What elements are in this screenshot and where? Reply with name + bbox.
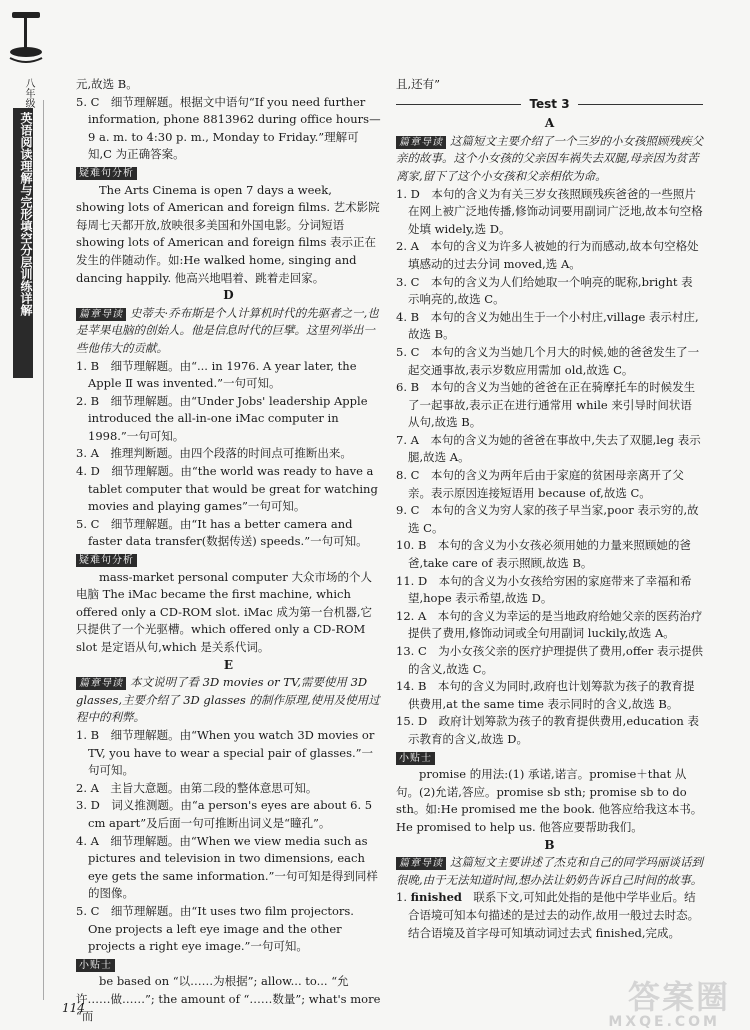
guide-text: 这篇短文主要介绍了一个三岁的小女孩照顾残疾父亲的故事。这个小女孩的父亲因车祸失去双腿,母亲因为贫苦离家,留下了这个小女孩和父亲相依为命。 (396, 133, 703, 183)
section-letter: B (544, 837, 555, 852)
analysis-paragraph: The Arts Cinema is open 7 days a week, showing lots of American and foreign films. 艺术影院每周七天都开放,放映很多美国和外国电影。分词短语 showing lots of American and foreign films 表示正在发生的伴随动作。如:He walked home, singing and dancing happily. 他高兴地唱着、跳着走回家。 (76, 182, 380, 285)
series-title: 英语阅读理解与完形填空分层训练详解 (19, 112, 33, 316)
right-column (396, 76, 703, 942)
answer-item: 3. C 本句的含义为人们给她取一个响亮的昵称,bright 表示响亮的,故选 C。 (396, 274, 693, 307)
heading-rule (396, 104, 521, 105)
answer-item: 5. C 细节理解题。由“It has a better camera and faster data transfer(数据传送) speeds.”一句可知。 (76, 516, 368, 549)
section-tag: 小贴士 (76, 959, 115, 972)
answer-item: 1. B 细节理解题。由“When you watch 3D movies or TV, you have to wear a special pair of glasses.”一句可知。 (76, 727, 375, 778)
answer-item: 4. A 细节理解题。由“When we view media such as pictures and television in two dimensions, each eye gets the same information.”一句可知是得到同样的图像。 (76, 833, 378, 901)
section-tag: 疑难句分析 (76, 167, 137, 180)
section-tag: 疑难句分析 (76, 554, 137, 567)
section-tag: 篇章导读 (396, 136, 446, 149)
answer-item: 3. A 推理判断题。由四个段落的时间点可推断出来。 (76, 446, 352, 461)
tip-paragraph: promise 的用法:(1) 承诺,诺言。promise＋that 从句。(2)允诺,答应。promise sb sth; promise sb to do sth。如:He promised me the book. 他答应给我这本书。He promised to help us. 他答应要帮助我们。 (396, 767, 703, 834)
lamp-logo-icon (6, 8, 46, 66)
watermark-logo: 答案圈 (627, 978, 730, 1016)
answer-item: 4. B 本句的含义为她出生于一个小村庄,village 表示村庄,故选 B。 (396, 309, 699, 342)
watermark-url: MXQE.COM (608, 1014, 720, 1030)
section-tag: 篇章导读 (396, 857, 446, 870)
sidebar (0, 0, 46, 1030)
answer-item: 1. D 本句的含义为有关三岁女孩照顾残疾爸爸的一些照片在网上被广泛地传播,修饰动词要用副词广泛地,故本句空格处填 widely,选 D。 (396, 186, 703, 236)
test-heading (396, 96, 703, 114)
answer-item: 12. A 本句的含义为幸运的是当地政府给她父亲的医药治疗提供了费用,修饰动词或全句用副词 luckily,故选 A。 (396, 608, 703, 641)
answer-item: 5. C 细节理解题。根据文中语句“If you need further information, phone 8813962 during office hours—9 a. m. to 4:30 p. m., Monday to Friday.”理解可知,C 为正确答案。 (76, 94, 381, 162)
text-line: 元,故选 B。 (76, 77, 138, 91)
item-number: 1. (396, 890, 411, 905)
answer-item: 4. D 细节理解题。由“the world was ready to have a tablet computer that would be great for watching movies and playing games”一句可知。 (76, 464, 378, 514)
answer-item: 2. A 本句的含义为许多人被她的行为而感动,故本句空格处填感动的过去分词 moved,选 A。 (396, 239, 699, 271)
answer-item: 2. B 细节理解题。由“Under Jobs' leadership Apple introduced the all-in-one iMac computer in 1998.”一句可知。 (76, 393, 368, 443)
answer-explanation: 联系下文,可知此处指的是他中学毕业后。结合语境可知本句描述的是过去的动作,故用一般过去时态。结合语境及首字母可知填动词过去式 finished,完成。 (408, 890, 700, 940)
page-number: 114 (62, 1001, 85, 1015)
left-column (76, 76, 381, 1026)
answer-item: 1. B 细节理解题。由“... in 1976. A year later, the Apple Ⅱ was invented.”一句可知。 (76, 358, 357, 391)
answer-item: 5. C 细节理解题。由“It uses two film projectors. One projects a left eye image and the other projects a right eye image.”一句可知。 (76, 903, 354, 954)
answer-word: finished (410, 890, 462, 905)
answer-item (396, 889, 703, 942)
answer-item: 2. A 主旨大意题。由第二段的整体意思可知。 (76, 780, 318, 795)
section-tag: 小贴士 (396, 752, 435, 765)
answer-item: 6. B 本句的含义为当她的爸爸在正在骑摩托车的时候发生了一起事故,表示正在进行通常用 while 来引导时间状语从句,故选 B。 (396, 380, 696, 430)
answer-item: 15. D 政府计划筹款为孩子的教育提供费用,education 表示教育的含义,故选 D。 (396, 714, 699, 746)
answer-item: 13. C 为小女孩父亲的医疗护理提供了费用,offer 表示提供的含义,故选 C。 (396, 644, 703, 676)
heading-rule (578, 104, 703, 105)
spine-rule (43, 100, 44, 1000)
section-letter: A (544, 116, 555, 131)
answer-item: 10. B 本句的含义为小女孩必须用她的力量来照顾她的爸爸,take care of 表示照顾,故选 B。 (396, 538, 691, 571)
answer-item: 9. C 本句的含义为穷人家的孩子早当家,poor 表示穷的,故选 C。 (396, 503, 699, 535)
test-title: Test 3 (529, 96, 570, 111)
answer-item: 11. D 本句的含义为小女孩给穷困的家庭带来了幸福和希望,hope 表示希望,故选 D。 (396, 573, 692, 606)
section-letter: E (223, 657, 234, 672)
analysis-paragraph: mass-market personal computer 大众市场的个人电脑 The iMac became the first machine, which offered only a CD-ROM slot. iMac 成为第一台机器,它只提供了一个光驱槽。which offered only a CD-ROM slot 是定语从句,which 是关系代词。 (76, 569, 373, 654)
answer-item: 14. B 本句的含义为同时,政府也计划筹款为孩子的教育提供费用,at the same time 表示同时的含义,故选 B。 (396, 679, 695, 711)
tip-paragraph: be based on “以……为根据”; allow... to... “允许……做……”; the amount of “……数量”; what's more “而 (76, 974, 381, 1024)
section-tag: 篇章导读 (76, 677, 126, 690)
answer-item: 7. A 本句的含义为她的爸爸在事故中,失去了双腿,leg 表示腿,故选 A。 (396, 432, 701, 465)
guide-text: 本文说明了看 3D movies or TV,需要使用 3D glasses,主要介绍了 3D glasses 的制作原理,使用及使用过程中的利弊。 (76, 675, 380, 725)
section-letter: D (223, 288, 234, 303)
guide-text: 史蒂夫·乔布斯是个人计算机时代的先驱者之一,也是苹果电脑的创始人。他是信息时代的巨擘。这里列举出一些他伟大的贡献。 (76, 305, 379, 355)
text-line: 且,还有” (396, 77, 441, 91)
grade-label: 八年级 (23, 78, 34, 108)
guide-text: 这篇短文主要讲述了杰克和自己的同学玛丽谈话到很晚,由于无法知道时间,想办法让奶奶告诉自己时间的故事。 (396, 855, 703, 887)
answer-item: 8. C 本句的含义为两年后由于家庭的贫困母亲离开了父亲。表示原因连接短语用 because of,故选 C。 (396, 468, 684, 500)
section-tag: 篇章导读 (76, 308, 126, 321)
answer-item: 3. D 词义推测题。由“a person's eyes are about 6. 5 cm apart”及后面一句可推断出词义是“瞳孔”。 (76, 798, 373, 830)
answer-item: 5. C 本句的含义为当她几个月大的时候,她的爸爸发生了一起交通事故,表示岁数应用需加 old,故选 C。 (396, 344, 700, 377)
